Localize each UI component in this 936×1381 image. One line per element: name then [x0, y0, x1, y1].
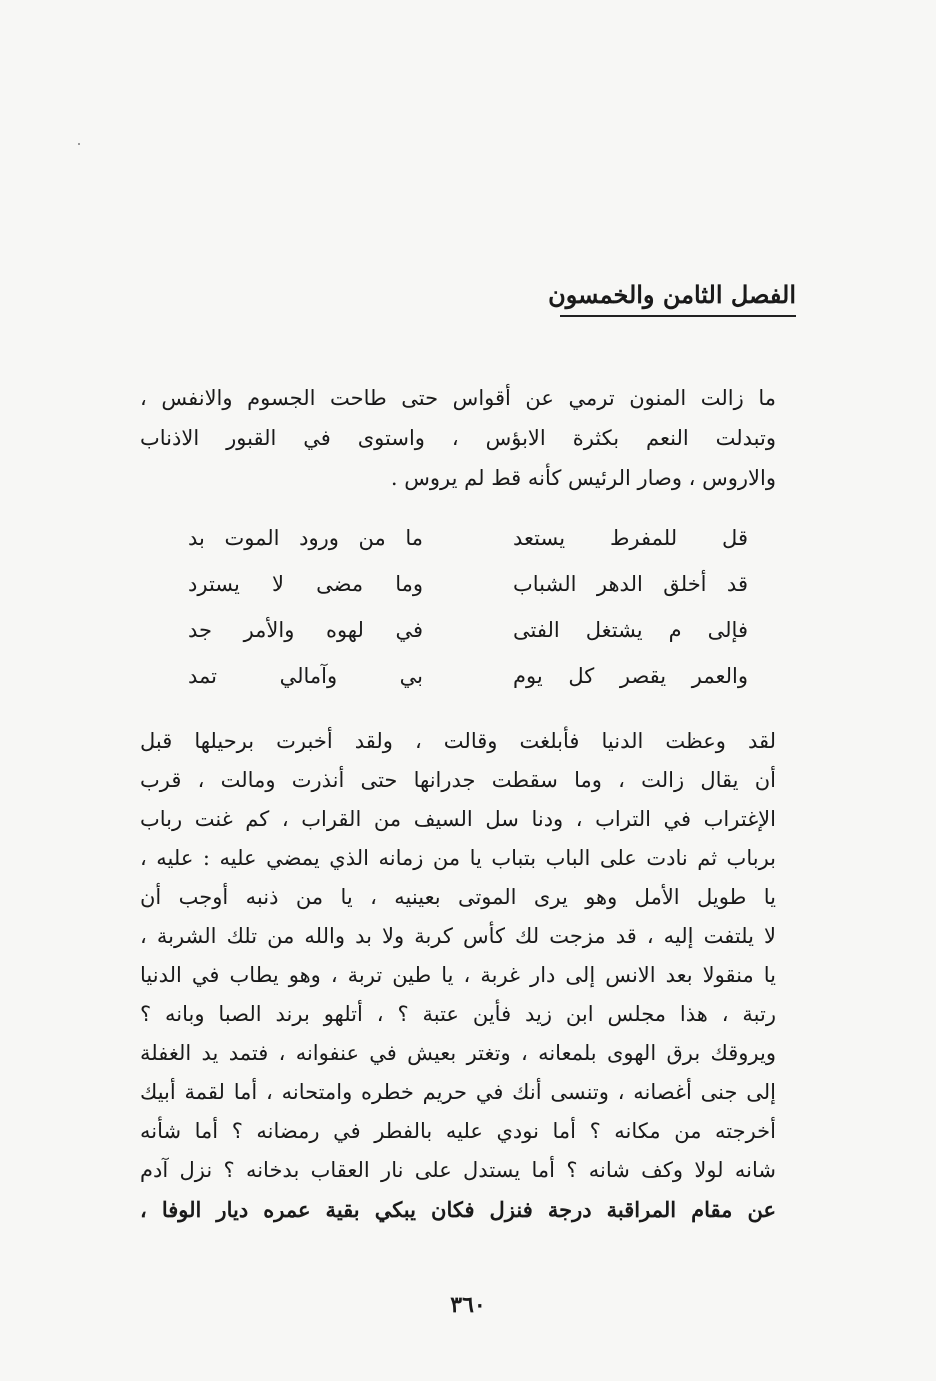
verse-row — [188, 515, 748, 561]
intro-paragraph — [140, 378, 776, 498]
intro-line: وتبدلت النعم بكثرة الابؤس ، واستوى في القبور الاذناب — [140, 426, 776, 450]
body-line: الإغتراب في التراب ، ودنا سل السيف من القراب ، كم غنت رباب — [140, 807, 776, 831]
verse-first-hemistich: فإلى م يشتغل الفتى — [513, 618, 748, 642]
verse-row — [188, 607, 748, 653]
poem — [188, 515, 748, 699]
body-line: برباب ثم نادت على الباب بتباب يا من زمانه الذي يمضي عليه : عليه ، — [140, 846, 776, 870]
body-line: إلى جنى أغصانه ، وتنسى أنك في حريم خطره وامتحانه ، أما لقمة أبيك — [140, 1080, 776, 1104]
body-paragraph — [140, 722, 776, 1229]
body-line: شانه لولا وكف شانه ؟ أما يستدل على نار العقاب بدخانه ؟ نزل آدم — [140, 1158, 776, 1182]
body-line: عن مقام المراقبة درجة فنزل فكان يبكي بقية عمره ديار الوفا ، — [140, 1197, 776, 1222]
body-line: ويروقك برق الهوى بلمعانه ، وتغتر بعيش في عنفوانه ، فتمد يد الغفلة — [140, 1041, 776, 1065]
verse-second-hemistich: بي وآمالي تمد — [188, 664, 423, 688]
verse-first-hemistich: قد أخلق الدهر الشباب — [513, 572, 748, 596]
body-line: رتبة ، هذا مجلس ابن زيد فأين عتبة ؟ ، أتلهو برند الصبا وبانه ؟ — [140, 1002, 776, 1026]
verse-row — [188, 561, 748, 607]
body-line: أخرجته من مكانه ؟ أما نودي عليه بالفطر في رمضانه ؟ أما شأنه — [140, 1119, 776, 1143]
intro-line: والاروس ، وصار الرئيس كأنه قط لم يروس . — [390, 466, 776, 490]
body-line: لا يلتفت إليه ، قد مزجت لك كأس كربة ولا بد والله من تلك الشربة ، — [140, 924, 776, 948]
title-underline — [560, 315, 796, 317]
verse-first-hemistich: والعمر يقصر كل يوم — [513, 664, 748, 688]
chapter-title: الفصل الثامن والخمسون — [548, 280, 796, 309]
body-line: يا طويل الأمل وهو يرى الموتى بعينيه ، يا من ذنبه أوجب أن — [140, 885, 776, 909]
verse-row — [188, 653, 748, 699]
body-line: لقد وعظت الدنيا فأبلغت وقالت ، ولقد أخبرت برحيلها قبل — [140, 729, 776, 753]
verse-first-hemistich: قل للمفرط يستعد — [513, 526, 748, 550]
verse-second-hemistich: وما مضى لا يسترد — [188, 572, 423, 596]
paper-speck — [78, 143, 80, 145]
verse-second-hemistich: في لهوه والأمر جد — [188, 618, 423, 642]
body-line: أن يقال زالت ، وما سقطت جدرانها حتى أنذرت ومالت ، قرب — [140, 768, 776, 792]
intro-line: ما زالت المنون ترمي عن أقواس حتى طاحت الجسوم والانفس ، — [140, 386, 776, 410]
body-line: يا منقولا بعد الانس إلى دار غربة ، يا طين تربة ، وهو يطاب في الدنيا — [140, 963, 776, 987]
verse-second-hemistich: ما من ورود الموت بد — [188, 526, 423, 550]
page-number: ٣٦٠ — [450, 1292, 486, 1318]
